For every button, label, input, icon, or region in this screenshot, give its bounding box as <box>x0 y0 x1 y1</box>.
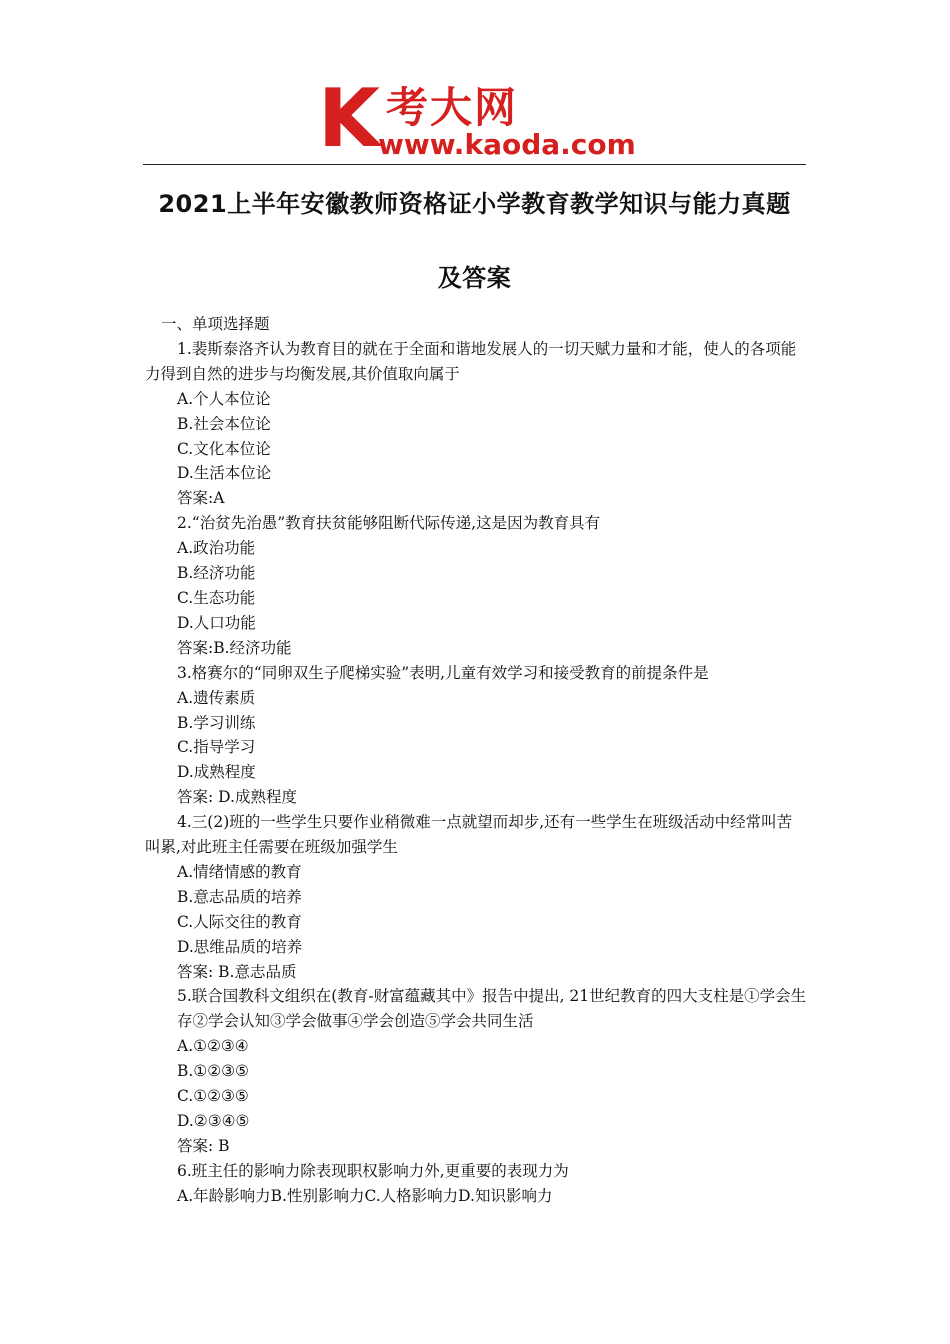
question-2-option-a: A.政治功能 <box>177 539 256 558</box>
question-5-option-c: C.①②③⑤ <box>177 1087 249 1106</box>
document-title-line1: 2021上半年安徽教师资格证小学教育教学知识与能力真题 <box>158 190 791 218</box>
question-2-option-d: D.人口功能 <box>177 613 256 632</box>
question-4-option-c: C.人际交往的教育 <box>177 912 302 931</box>
question-6-stem: 6.班主任的影响力除表现职权影响力外,更重要的表现力为 <box>177 1161 569 1180</box>
question-5-option-d: D.②③④⑤ <box>177 1112 250 1130</box>
question-2-answer: 答案:B.经济功能 <box>177 638 292 657</box>
question-1-option-d: D.生活本位论 <box>177 464 272 483</box>
question-4-answer: 答案: B.意志品质 <box>177 962 297 981</box>
question-5-stem: 5.联合国教科文组织在(教育-财富蕴藏其中》报告中提出, 21世纪教育的四大支柱是①学会生存②学会认知③学会做事④学会创造⑤学会共同生活 <box>177 987 807 1031</box>
question-4-option-b: B.意志品质的培养 <box>177 887 302 906</box>
question-6-options: A.年龄影响力B.性别影响力C.人格影响力D.知识影响力 <box>177 1186 553 1205</box>
question-1-answer: 答案:A <box>177 489 225 508</box>
question-3-option-a: A.遗传素质 <box>177 688 256 707</box>
question-3-stem: 3.格赛尔的“同卵双生子爬梯实验”表明,儿童有效学习和接受教育的前提条件是 <box>177 663 709 682</box>
question-4-stem: 4.三(2)班的一些学生只要作业稍微难一点就望而却步,还有一些学生在班级活动中经常叫苦叫累,对此班主任需要在班级加强学生 <box>145 813 793 857</box>
section-heading: 一、单项选择题 <box>161 315 270 333</box>
question-3-option-b: B.学习训练 <box>177 713 256 732</box>
logo-k-letter: K <box>318 80 380 160</box>
logo-brand-text: 考大网 <box>386 83 519 132</box>
question-4-option-d: D.思维品质的培养 <box>177 937 303 956</box>
question-5-answer: 答案: B <box>177 1136 230 1155</box>
question-2-option-b: B.经济功能 <box>177 564 256 583</box>
question-2-stem: 2.“治贫先治愚”教育扶贫能够阻断代际传递,这是因为教育具有 <box>177 514 601 533</box>
question-1-stem: 1.裴斯泰洛齐认为教育目的就在于全面和谐地发展人的一切天赋力量和才能，使人的各项能力得到自然的进步与均衡发展,其价值取向属于 <box>145 339 797 383</box>
question-5-option-a: A.①②③④ <box>177 1037 249 1056</box>
question-1-option-c: C.文化本位论 <box>177 439 271 458</box>
question-4-option-a: A.情绪情感的教育 <box>177 862 302 881</box>
question-5-option-b: B.①②③⑤ <box>177 1062 249 1081</box>
question-1-option-a: A.个人本位论 <box>177 389 271 408</box>
question-2-option-c: C.生态功能 <box>177 588 256 607</box>
logo-graphic <box>318 80 638 160</box>
question-3-answer: 答案: D.成熟程度 <box>177 788 297 807</box>
question-3-option-c: C.指导学习 <box>177 738 256 757</box>
logo-url-text: www.kaoda.com <box>378 128 636 160</box>
question-3-option-d: D.成熟程度 <box>177 763 256 782</box>
document-title-line2: 及答案 <box>437 264 512 292</box>
kaoda-logo[interactable] <box>318 80 638 160</box>
question-1-option-b: B.社会本位论 <box>177 414 271 433</box>
document-body <box>145 312 807 1209</box>
header-divider <box>143 164 806 165</box>
